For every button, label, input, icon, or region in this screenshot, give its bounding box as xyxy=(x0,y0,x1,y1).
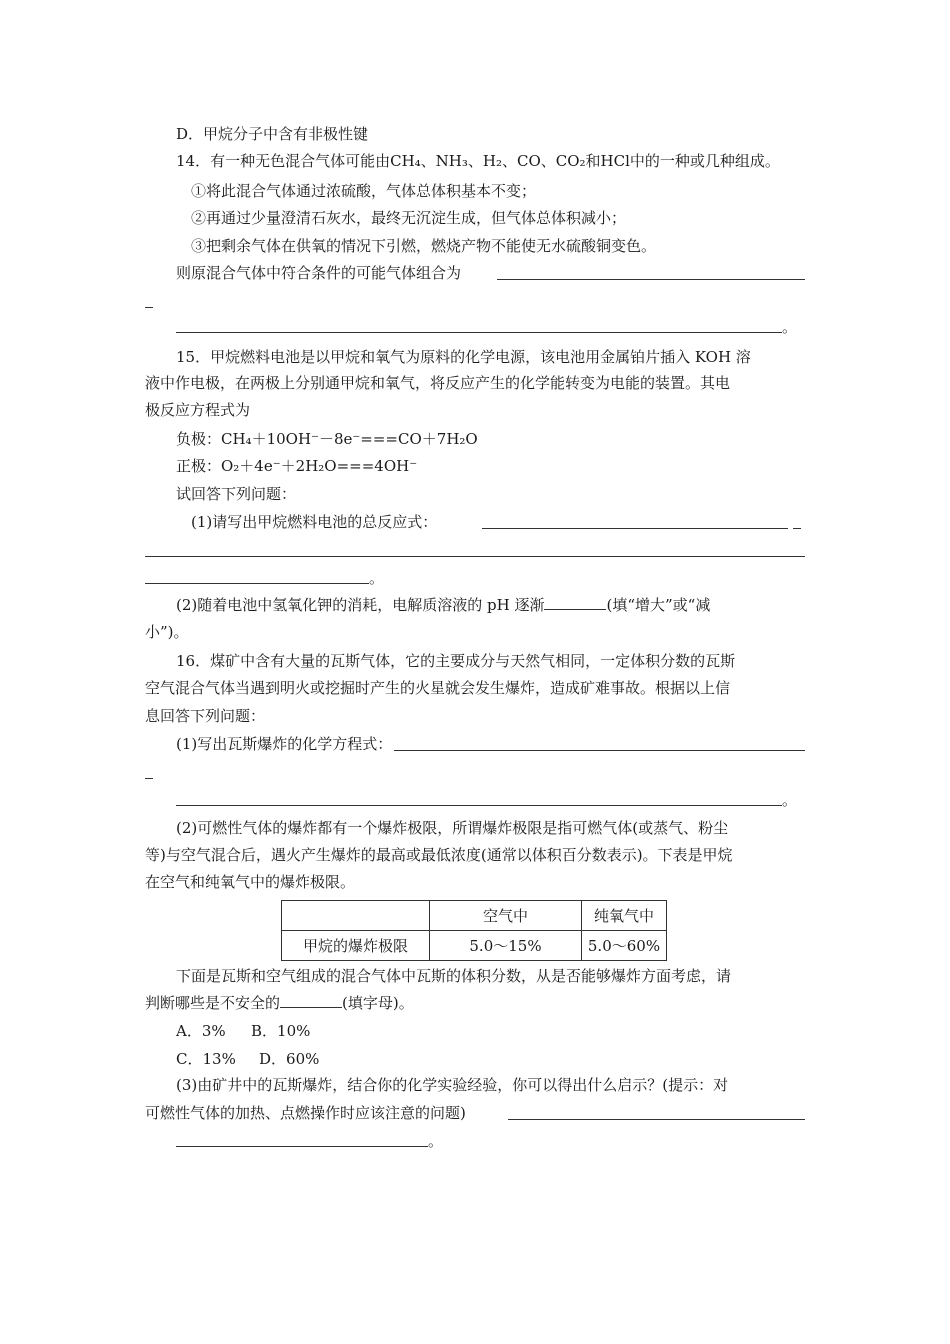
q16-stem-line1: 16．煤矿中含有大量的瓦斯气体，它的主要成分与天然气相同，一定体积分数的瓦斯 xyxy=(176,652,736,670)
q16-stem-line3: 息回答下列问题： xyxy=(145,707,266,725)
q16-continuation-mark xyxy=(145,778,153,779)
q16-part2-text-a: 判断哪些是不安全的 xyxy=(145,994,281,1012)
q16-part1-blank-2[interactable] xyxy=(176,805,782,806)
table-header-cell: 空气中 xyxy=(430,901,582,931)
table-header-cell xyxy=(282,901,430,931)
q14-step2: ②再通过少量澄清石灰水，最终无沉淀生成，但气体总体积减小； xyxy=(191,209,627,227)
q14-answer-blank-1[interactable] xyxy=(497,279,805,280)
table-cell: 5.0～60% xyxy=(582,931,667,961)
q15-part1-continuation-mark xyxy=(793,528,801,529)
q14-stem: 14．有一种无色混合气体可能由CH₄、NH₃、H₂、CO、CO₂和HCl中的一种或几种组成。 xyxy=(176,152,780,170)
q15-negative-electrode: 负极：CH₄＋10OH⁻－8e⁻===CO＋7H₂O xyxy=(176,430,478,448)
q14-step3: ③把剩余气体在供氧的情况下引燃，燃烧产物不能使无水硫酸铜变色。 xyxy=(191,237,657,255)
q15-part2 xyxy=(176,595,710,615)
q15-stem-line3: 极反应方程式为 xyxy=(145,401,251,419)
q15-prompt: 试回答下列问题： xyxy=(176,485,297,503)
table-header-row xyxy=(282,901,667,931)
explosion-limit-table xyxy=(281,900,667,961)
q15-part2-text-a: (2)随着电池中氢氧化钾的消耗，电解质溶液的 pH 逐渐 xyxy=(176,596,545,614)
q16-part3-period: 。 xyxy=(428,1132,444,1150)
q16-part1: (1)写出瓦斯爆炸的化学方程式： xyxy=(176,735,393,753)
q15-stem-line1: 15．甲烷燃料电池是以甲烷和氧气为原料的化学电源，该电池用金属铂片插入 KOH 溶 xyxy=(176,348,751,366)
q14-continuation-mark xyxy=(145,307,153,308)
q16-option-d: D．60% xyxy=(259,1050,320,1068)
q16-part2-blank[interactable] xyxy=(280,993,342,1008)
q16-option-b: B．10% xyxy=(251,1022,311,1040)
q16-part3-line2: 可燃性气体的加热、点燃操作时应该注意的问题) xyxy=(145,1104,466,1122)
q14-step1: ①将此混合气体通过浓硫酸，气体总体积基本不变； xyxy=(191,182,537,200)
q16-part1-period: 。 xyxy=(782,791,798,809)
q16-part1-blank-1[interactable] xyxy=(394,750,805,751)
q15-part1-period: 。 xyxy=(369,569,385,587)
q15-stem-line2: 液中作电极，在两极上分别通甲烷和氧气，将反应产生的化学能转变为电能的装置。其电 xyxy=(145,374,731,392)
q16-part2-line2: 等)与空气混合后，遇火产生爆炸的最高或最低浓度(通常以体积百分数表示)。下表是甲烷 xyxy=(145,846,733,864)
q16-part2-text-b: (填字母)。 xyxy=(342,994,414,1012)
q15-part2-text-b: (填“增大”或“减 xyxy=(606,596,711,614)
q16-part3-blank-2[interactable] xyxy=(176,1146,428,1147)
q16-option-a: A．3% xyxy=(176,1022,226,1040)
table-cell: 甲烷的爆炸极限 xyxy=(282,931,430,961)
table-cell: 5.0～15% xyxy=(430,931,582,961)
q16-option-c: C．13% xyxy=(176,1050,236,1068)
q16-part2-line3: 在空气和纯氧气中的爆炸极限。 xyxy=(145,873,356,891)
q14-answer-blank-2[interactable] xyxy=(176,332,782,333)
q16-part2-line1: (2)可燃性气体的爆炸都有一个爆炸极限，所谓爆炸极限是指可燃气体(或蒸气、粉尘 xyxy=(176,819,729,837)
q15-part1-blank-1[interactable] xyxy=(482,528,788,529)
q13-option-d: D．甲烷分子中含有非极性键 xyxy=(176,125,369,143)
q14-question: 则原混合气体中符合条件的可能气体组合为 xyxy=(176,264,462,282)
q15-positive-electrode: 正极：O₂＋4e⁻＋2H₂O===4OH⁻ xyxy=(176,457,418,475)
q16-part2-line4: 下面是瓦斯和空气组成的混合气体中瓦斯的体积分数，从是否能够爆炸方面考虑，请 xyxy=(176,967,732,985)
q16-part2-line5 xyxy=(145,993,414,1013)
q15-part2-line2: 小”)。 xyxy=(145,623,189,641)
q16-part3-blank-1[interactable] xyxy=(508,1119,805,1120)
q15-part1: (1)请写出甲烷燃料电池的总反应式： xyxy=(191,513,438,531)
q14-period: 。 xyxy=(782,318,798,336)
table-row xyxy=(282,931,667,961)
q16-part3-line1: (3)由矿井中的瓦斯爆炸，结合你的化学实验经验，你可以得出什么启示？(提示：对 xyxy=(176,1076,729,1094)
q15-part1-blank-3[interactable] xyxy=(145,583,369,584)
table-header-cell: 纯氧气中 xyxy=(582,901,667,931)
q15-part1-blank-2[interactable] xyxy=(145,556,805,557)
q16-stem-line2: 空气混合气体当遇到明火或挖掘时产生的火星就会发生爆炸，造成矿难事故。根据以上信 xyxy=(145,679,731,697)
q15-part2-blank[interactable] xyxy=(544,595,606,610)
